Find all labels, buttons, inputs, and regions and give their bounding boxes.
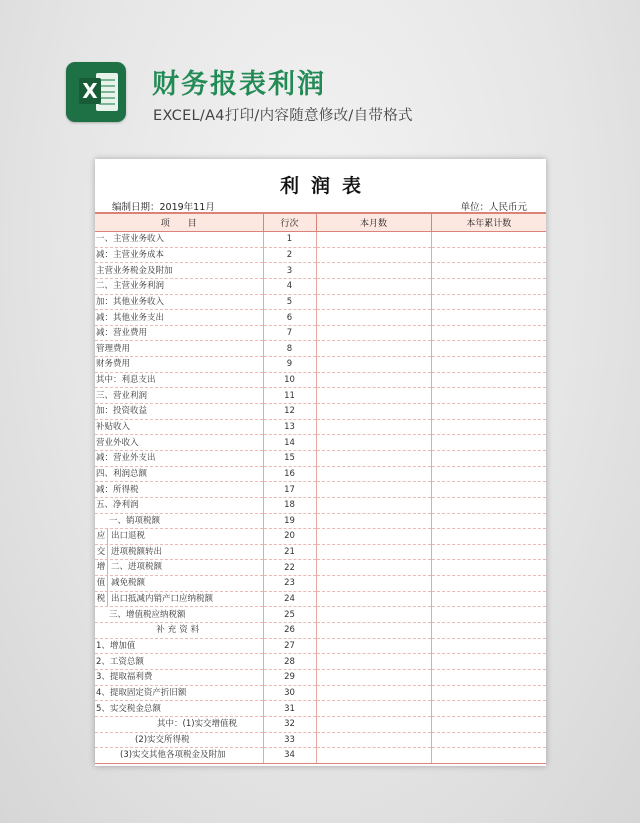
item-cell: 营业外收入 xyxy=(95,435,263,451)
income-statement-table xyxy=(95,212,546,764)
line-number-cell: 19 xyxy=(263,513,316,529)
table-row xyxy=(95,247,546,263)
current-month-cell[interactable] xyxy=(316,325,431,341)
line-number-cell: 34 xyxy=(263,748,316,764)
column-header-line-no: 行次 xyxy=(263,213,316,232)
line-number-cell: 29 xyxy=(263,669,316,685)
current-month-cell[interactable] xyxy=(316,450,431,466)
year-to-date-cell[interactable] xyxy=(431,669,546,685)
column-header-year-to-date: 本年累计数 xyxy=(431,213,546,232)
current-month-cell[interactable] xyxy=(316,278,431,294)
line-number-cell: 23 xyxy=(263,576,316,592)
line-number-cell: 11 xyxy=(263,388,316,404)
year-to-date-cell[interactable] xyxy=(431,357,546,373)
line-number-cell: 20 xyxy=(263,529,316,545)
item-cell: 加：其他业务收入 xyxy=(95,294,263,310)
table-row xyxy=(95,278,546,294)
item-cell: (3)实交其他各项税金及附加 xyxy=(95,748,263,764)
line-number-cell: 7 xyxy=(263,325,316,341)
item-cell: 三、营业利润 xyxy=(95,388,263,404)
current-month-cell[interactable] xyxy=(316,419,431,435)
table-row xyxy=(95,638,546,654)
line-number-cell: 1 xyxy=(263,232,316,248)
line-number-cell: 25 xyxy=(263,607,316,623)
year-to-date-cell[interactable] xyxy=(431,701,546,717)
item-cell: 减：营业费用 xyxy=(95,325,263,341)
line-number-cell: 15 xyxy=(263,450,316,466)
table-row xyxy=(95,232,546,248)
table-row xyxy=(95,341,546,357)
year-to-date-cell[interactable] xyxy=(431,607,546,623)
current-month-cell[interactable] xyxy=(316,591,431,607)
line-number-cell: 30 xyxy=(263,685,316,701)
year-to-date-cell[interactable] xyxy=(431,466,546,482)
current-month-cell[interactable] xyxy=(316,435,431,451)
item-cell: 5、实交税金总额 xyxy=(95,701,263,717)
table-row xyxy=(95,607,546,623)
year-to-date-cell[interactable] xyxy=(431,623,546,639)
current-month-cell[interactable] xyxy=(316,544,431,560)
line-number-cell: 16 xyxy=(263,466,316,482)
year-to-date-cell[interactable] xyxy=(431,748,546,764)
table-row xyxy=(95,294,546,310)
table-row xyxy=(95,419,546,435)
line-number-cell: 17 xyxy=(263,482,316,498)
year-to-date-cell[interactable] xyxy=(431,544,546,560)
vat-side-label: 交 xyxy=(95,545,108,560)
table-row xyxy=(95,544,546,560)
vat-row-item-cell xyxy=(95,544,263,560)
year-to-date-cell[interactable] xyxy=(431,325,546,341)
vat-row-item-cell xyxy=(95,529,263,545)
year-to-date-cell[interactable] xyxy=(431,278,546,294)
current-month-cell[interactable] xyxy=(316,357,431,373)
year-to-date-cell[interactable] xyxy=(431,341,546,357)
table-row xyxy=(95,701,546,717)
table-row xyxy=(95,497,546,513)
year-to-date-cell[interactable] xyxy=(431,685,546,701)
current-month-cell[interactable] xyxy=(316,404,431,420)
line-number-cell: 31 xyxy=(263,701,316,717)
current-month-cell[interactable] xyxy=(316,513,431,529)
item-cell: 三、增值税应纳税额 xyxy=(95,607,263,623)
table-row xyxy=(95,482,546,498)
year-to-date-cell[interactable] xyxy=(431,497,546,513)
current-month-cell[interactable] xyxy=(316,341,431,357)
table-row xyxy=(95,263,546,279)
vat-row-item-cell xyxy=(95,560,263,576)
page-subtitle: EXCEL/A4打印/内容随意修改/自带格式 xyxy=(153,108,413,124)
year-to-date-cell[interactable] xyxy=(431,310,546,326)
line-number-cell: 6 xyxy=(263,310,316,326)
item-cell: 一、主营业务收入 xyxy=(95,232,263,248)
table-row xyxy=(95,716,546,732)
line-number-cell: 9 xyxy=(263,357,316,373)
year-to-date-cell[interactable] xyxy=(431,247,546,263)
table-row xyxy=(95,591,546,607)
column-header-item: 项 目 xyxy=(95,213,263,232)
year-to-date-cell[interactable] xyxy=(431,560,546,576)
item-cell: 管理费用 xyxy=(95,341,263,357)
document-title: 利润表 xyxy=(279,175,373,197)
item-cell: 其中：(1)实交增值税 xyxy=(95,716,263,732)
year-to-date-cell[interactable] xyxy=(431,529,546,545)
year-to-date-cell[interactable] xyxy=(431,294,546,310)
item-label: 减免税额 xyxy=(111,578,146,589)
vat-side-label: 值 xyxy=(95,576,108,591)
item-cell: 3、提取福利费 xyxy=(95,669,263,685)
line-number-cell: 10 xyxy=(263,372,316,388)
line-number-cell: 26 xyxy=(263,623,316,639)
table-row xyxy=(95,513,546,529)
current-month-cell[interactable] xyxy=(316,560,431,576)
item-cell: 加：投资收益 xyxy=(95,404,263,420)
table-row xyxy=(95,685,546,701)
line-number-cell: 8 xyxy=(263,341,316,357)
line-number-cell: 21 xyxy=(263,544,316,560)
item-cell: 减：所得税 xyxy=(95,482,263,498)
current-month-cell[interactable] xyxy=(316,529,431,545)
table-row xyxy=(95,466,546,482)
line-number-cell: 14 xyxy=(263,435,316,451)
excel-logo-icon xyxy=(66,62,126,122)
current-month-cell[interactable] xyxy=(316,685,431,701)
year-to-date-cell[interactable] xyxy=(431,638,546,654)
current-month-cell[interactable] xyxy=(316,482,431,498)
table-row xyxy=(95,325,546,341)
vat-side-label: 应 xyxy=(95,529,108,544)
year-to-date-cell[interactable] xyxy=(431,388,546,404)
line-number-cell: 3 xyxy=(263,263,316,279)
item-cell: 一、销项税额 xyxy=(95,513,263,529)
year-to-date-cell[interactable] xyxy=(431,232,546,248)
current-month-cell[interactable] xyxy=(316,388,431,404)
table-row xyxy=(95,748,546,764)
table-row xyxy=(95,576,546,592)
year-to-date-cell[interactable] xyxy=(431,654,546,670)
unit-label: 单位：人民币元 xyxy=(460,202,527,213)
current-month-cell[interactable] xyxy=(316,372,431,388)
year-to-date-cell[interactable] xyxy=(431,435,546,451)
year-to-date-cell[interactable] xyxy=(431,513,546,529)
table-row xyxy=(95,435,546,451)
item-cell: 主营业务税金及附加 xyxy=(95,263,263,279)
current-month-cell[interactable] xyxy=(316,732,431,748)
vat-row-item-cell xyxy=(95,576,263,592)
current-month-cell[interactable] xyxy=(316,748,431,764)
current-month-cell[interactable] xyxy=(316,497,431,513)
year-to-date-cell[interactable] xyxy=(431,450,546,466)
current-month-cell[interactable] xyxy=(316,607,431,623)
year-to-date-cell[interactable] xyxy=(431,716,546,732)
year-to-date-cell[interactable] xyxy=(431,372,546,388)
year-to-date-cell[interactable] xyxy=(431,263,546,279)
current-month-cell[interactable] xyxy=(316,263,431,279)
item-cell: 其中：利息支出 xyxy=(95,372,263,388)
line-number-cell: 33 xyxy=(263,732,316,748)
current-month-cell[interactable] xyxy=(316,247,431,263)
table-header-row xyxy=(95,213,546,232)
current-month-cell[interactable] xyxy=(316,638,431,654)
table-row xyxy=(95,529,546,545)
item-cell: 2、工资总额 xyxy=(95,654,263,670)
item-cell: 减：营业外支出 xyxy=(95,450,263,466)
line-number-cell: 12 xyxy=(263,404,316,420)
item-cell: 五、净利润 xyxy=(95,497,263,513)
line-number-cell: 13 xyxy=(263,419,316,435)
item-cell: (2)实交所得税 xyxy=(95,732,263,748)
current-month-cell[interactable] xyxy=(316,669,431,685)
table-row xyxy=(95,623,546,639)
item-cell: 补贴收入 xyxy=(95,419,263,435)
table-row xyxy=(95,450,546,466)
date-label: 编制日期：2019年11月 xyxy=(112,202,215,213)
current-month-cell[interactable] xyxy=(316,466,431,482)
table-row xyxy=(95,560,546,576)
current-month-cell[interactable] xyxy=(316,576,431,592)
document-sheet xyxy=(95,159,546,766)
line-number-cell: 22 xyxy=(263,560,316,576)
table-row xyxy=(95,372,546,388)
year-to-date-cell[interactable] xyxy=(431,576,546,592)
line-number-cell: 5 xyxy=(263,294,316,310)
current-month-cell[interactable] xyxy=(316,294,431,310)
column-header-current-month: 本月数 xyxy=(316,213,431,232)
line-number-cell: 24 xyxy=(263,591,316,607)
item-cell: 减：主营业务成本 xyxy=(95,247,263,263)
item-label: 二、进项税额 xyxy=(111,562,163,573)
vat-side-label: 税 xyxy=(95,592,108,607)
table-row xyxy=(95,388,546,404)
page-title: 财务报表利润 xyxy=(152,69,326,100)
item-cell: 二、主营业务利润 xyxy=(95,278,263,294)
current-month-cell[interactable] xyxy=(316,623,431,639)
current-month-cell[interactable] xyxy=(316,716,431,732)
item-cell: 减：其他业务支出 xyxy=(95,310,263,326)
table-row xyxy=(95,357,546,373)
item-cell: 1、增加值 xyxy=(95,638,263,654)
table-row xyxy=(95,732,546,748)
item-cell: 财务费用 xyxy=(95,357,263,373)
year-to-date-cell[interactable] xyxy=(431,591,546,607)
current-month-cell[interactable] xyxy=(316,654,431,670)
line-number-cell: 27 xyxy=(263,638,316,654)
table-row xyxy=(95,404,546,420)
item-cell: 4、提取固定资产折旧额 xyxy=(95,685,263,701)
line-number-cell: 32 xyxy=(263,716,316,732)
table-row xyxy=(95,669,546,685)
item-label: 进项税额转出 xyxy=(111,546,163,557)
year-to-date-cell[interactable] xyxy=(431,419,546,435)
current-month-cell[interactable] xyxy=(316,232,431,248)
logo-letter: X xyxy=(79,78,101,104)
line-number-cell: 4 xyxy=(263,278,316,294)
current-month-cell[interactable] xyxy=(316,310,431,326)
table-row xyxy=(95,310,546,326)
item-label: 出口退税 xyxy=(111,531,146,542)
current-month-cell[interactable] xyxy=(316,701,431,717)
year-to-date-cell[interactable] xyxy=(431,732,546,748)
vat-side-label: 增 xyxy=(95,560,108,575)
line-number-cell: 18 xyxy=(263,497,316,513)
year-to-date-cell[interactable] xyxy=(431,482,546,498)
line-number-cell: 2 xyxy=(263,247,316,263)
line-number-cell: 28 xyxy=(263,654,316,670)
item-cell: 四、利润总额 xyxy=(95,466,263,482)
year-to-date-cell[interactable] xyxy=(431,404,546,420)
vat-row-item-cell xyxy=(95,591,263,607)
item-cell: 补充资料 xyxy=(95,623,263,639)
table-row xyxy=(95,654,546,670)
item-label: 出口抵减内销产口应纳税额 xyxy=(111,593,214,604)
